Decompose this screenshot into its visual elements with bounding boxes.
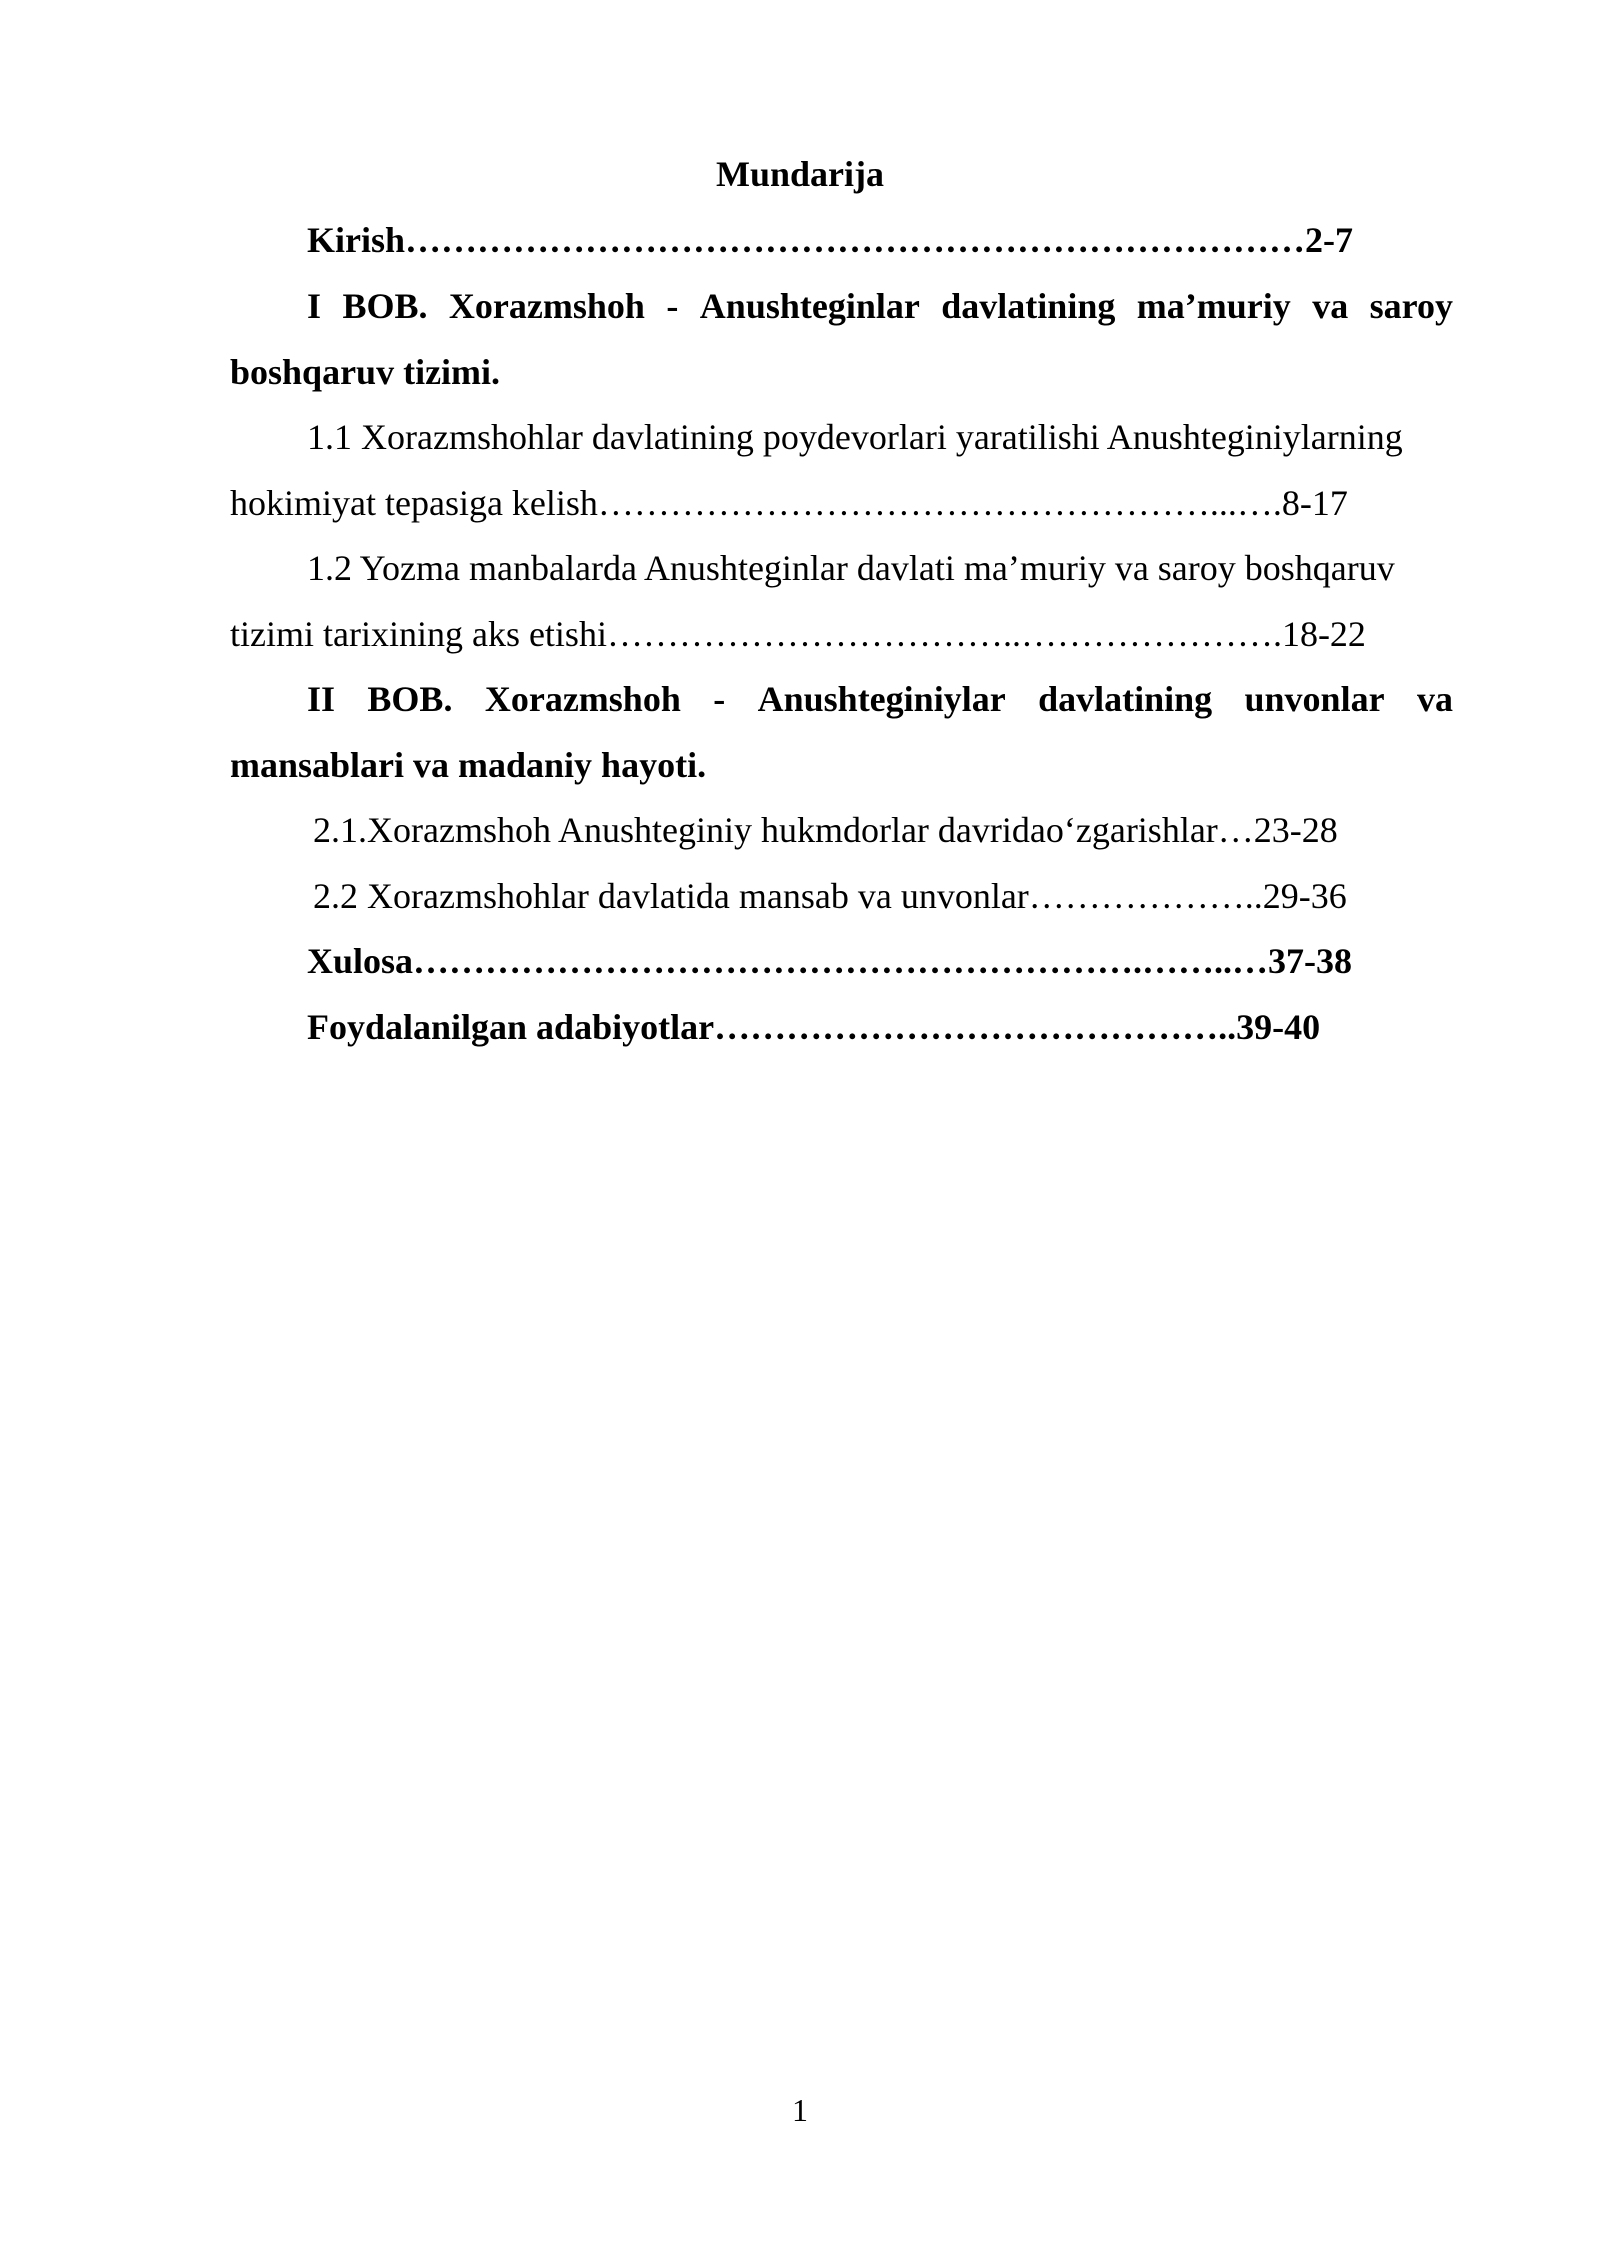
toc-entry-2-2: 2.2 Xorazmshohlar davlatida mansab va unvonlar………………..29-36 <box>313 876 1347 916</box>
word: II <box>307 679 336 719</box>
toc-entry-bob2-line1 <box>307 677 1453 721</box>
word: davlatining <box>1038 679 1213 719</box>
word: I <box>307 286 322 326</box>
toc-entry-kirish: Kirish…………………………………………………………………2-7 <box>307 220 1354 260</box>
word: va <box>1312 286 1349 326</box>
toc-entry-bob1-line2: boshqaruv tizimi. <box>230 352 501 392</box>
toc-entry-1-1-line2: hokimiyat tepasiga kelish……………………………………………...….8-17 <box>230 483 1348 523</box>
page-number: 1 <box>792 2092 808 2128</box>
toc-entry-adabiyotlar: Foydalanilgan adabiyotlar……………………………………..39-40 <box>307 1007 1321 1047</box>
toc-entry-bob2-line2: mansablari va madaniy hayoti. <box>230 745 707 785</box>
word: Xorazmshoh <box>484 679 681 719</box>
word: BOB. <box>367 679 453 719</box>
word: - <box>666 286 679 326</box>
toc-entry-1-2-line1: 1.2 Yozma manbalarda Anushteginlar davlati ma’muriy va saroy boshqaruv <box>307 548 1395 588</box>
word: unvonlar <box>1244 679 1385 719</box>
toc-entry-1-2-line2: tizimi tarixining aks etishi……………………………..………………….18-22 <box>230 614 1366 654</box>
toc-title: Mundarija <box>715 154 884 194</box>
toc-entry-xulosa: Xulosa…………………………………………………….……..…37-38 <box>307 941 1353 981</box>
word: Xorazmshoh <box>448 286 645 326</box>
word: ma’muriy <box>1136 286 1291 326</box>
toc-entry-1-1-line1: 1.1 Xorazmshohlar davlatining poydevorlari yaratilishi Anushteginiylarning <box>307 417 1403 457</box>
toc-entry-bob1-line1 <box>307 284 1453 328</box>
word: davlatining <box>941 286 1116 326</box>
word: va <box>1416 679 1453 719</box>
word: - <box>713 679 726 719</box>
toc-entry-2-1: 2.1.Xorazmshoh Anushteginiy hukmdorlar davridao‘zgarishlar…23-28 <box>313 810 1338 850</box>
word: saroy <box>1369 286 1453 326</box>
word: BOB. <box>342 286 428 326</box>
word: Anushteginiylar <box>757 679 1006 719</box>
word: Anushteginlar <box>699 286 920 326</box>
